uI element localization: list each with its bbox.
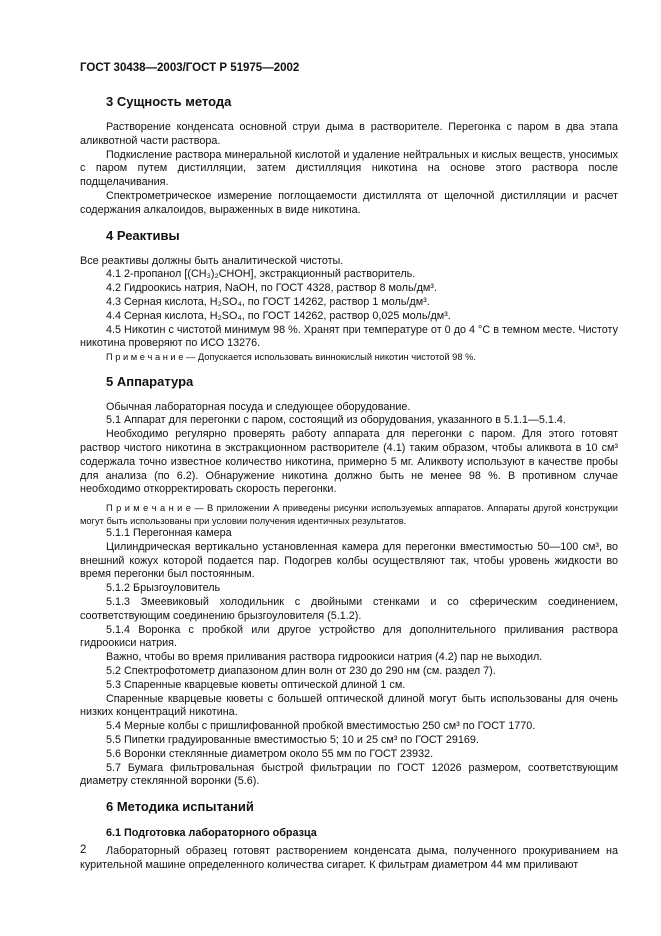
subsection-6-1-title: 6.1 Подготовка лабораторного образца	[106, 827, 317, 840]
apparatus-item: 5.1 Аппарат для перегонки с паром, состоящий из оборудования, указанного в 5.1.1—5.1.4.	[106, 414, 566, 427]
section-4-paragraph: Все реактивы должны быть аналитической чистоты.	[80, 254, 344, 267]
section-3-paragraph: Спектрометрическое измерение поглощаемости дистиллята от щелочной дистилляции и расчет содержания алкалоидов, выраженных в виде никотина.	[80, 189, 618, 216]
apparatus-item: 5.4 Мерные колбы с пришлифованной пробкой вместимостью 250 см³ по ГОСТ 1770.	[106, 720, 536, 733]
reagent-item: 4.2 Гидроокись натрия, NaOH, по ГОСТ 4328, раствор 8 моль/дм³.	[106, 282, 437, 295]
section-6-paragraph: Лабораторный образец готовят растворением конденсата дыма, полученного прокуриванием на курительной машине определенного количества сигарет. К фильтрам диаметром 44 мм приливают	[80, 845, 618, 871]
apparatus-subitem: 5.1.3 Змеевиковый холодильник с двойными стенками и со сферическим соединением, соответствующим соединению брызгоуловителя (5.1.2).	[80, 595, 618, 622]
reagent-item: 4.1 2-пропанол [(CH₃)₂CHOH], экстракционный растворитель.	[106, 268, 416, 281]
apparatus-item: 5.7 Бумага фильтровальная быстрой фильтрации по ГОСТ 12026 размером, соответствующим диаметру стеклянной воронки (5.6).	[80, 761, 618, 788]
section-5-note: П р и м е ч а н и е — В приложении А приведены рисунки используемых аппаратов. Аппараты другой конструкции могут быть использованы при условии получения идентичных результатов.	[80, 503, 618, 526]
reagent-item: 4.5 Никотин с чистотой минимум 98 %. Хранят при температуре от 0 до 4 °С в темном месте. Чистоту никотина проверяют по ИСО 13276.	[80, 323, 618, 350]
section-4-note: П р и м е ч а н и е — Допускается использовать виннокислый никотин чистотой 98 %.	[106, 352, 476, 363]
page-number: 2	[80, 844, 87, 856]
apparatus-subitem: 5.1.4 Воронка с пробкой или другое устройство для дополнительного приливания раствора гидроокиси натрия.	[80, 623, 618, 650]
reagent-item: 4.4 Серная кислота, H₂SO₄, по ГОСТ 14262, раствор 0,025 моль/дм³.	[106, 309, 451, 322]
apparatus-item: 5.5 Пипетки градуированные вместимостью 5; 10 и 25 см³ по ГОСТ 29169.	[106, 733, 479, 746]
section-5-paragraph: Необходимо регулярно проверять работу аппарата для перегонки с паром. Для этого готовят раствор чистого никотина в экстракционном растворителе (4.1) таким образом, чтобы аликвота в 10 см³ содержала точно известное количество никотина, примерно 5 мг. Аликвоту используют в качестве пробы для анализа (по 6.2). Обнаружение никотина должно быть не менее 98 %. В противном случае необходимо откорректировать скорость перегонки.	[80, 428, 618, 496]
apparatus-item: 5.6 Воронки стеклянные диаметром около 55 мм по ГОСТ 23932.	[106, 747, 434, 760]
section-3-title: 3 Сущность метода	[106, 94, 232, 109]
document-header: ГОСТ 30438—2003/ГОСТ Р 51975—2002	[80, 62, 300, 74]
reagent-item: 4.3 Серная кислота, H₂SO₄, по ГОСТ 14262, раствор 1 моль/дм³.	[106, 295, 430, 308]
section-6-title: 6 Методика испытаний	[106, 799, 254, 815]
section-5-paragraph: Важно, чтобы во время приливания раствора гидроокиси натрия (4.2) пар не выходил.	[106, 651, 543, 664]
section-5-paragraph: Обычная лабораторная посуда и следующее оборудование.	[106, 400, 411, 413]
document-body	[80, 94, 618, 873]
apparatus-subitem-title: 5.1.1 Перегонная камера	[106, 526, 232, 539]
apparatus-subitem: 5.1.2 Брызгоуловитель	[106, 582, 221, 595]
section-5-title: 5 Аппаратура	[106, 373, 194, 389]
section-4-title: 4 Реактивы	[106, 227, 180, 243]
apparatus-subitem: Цилиндрическая вертикально установленная камера для перегонки вместимостью 50—100 см³, во внешний кожух которой подается пар. Подогрев колбы осуществляют так, чтобы уровень жидкости во время перегонки был постоянным.	[80, 540, 618, 581]
apparatus-item: 5.2 Спектрофотометр диапазоном длин волн от 230 до 290 нм (см. раздел 7).	[106, 664, 496, 677]
section-3-paragraph: Подкисление раствора минеральной кислотой и удаление нейтральных и кислых веществ, уносимых с паром путем дистилляции, затем дистилляция никотина на основе этого раствора после подщелачивания.	[80, 148, 618, 189]
section-3-paragraph: Растворение конденсата основной струи дыма в растворителе. Перегонка с паром в два этапа аликвотной части раствора.	[80, 121, 618, 147]
apparatus-item: 5.3 Спаренные кварцевые кюветы оптической длиной 1 см.	[106, 678, 406, 691]
section-5-paragraph: Спаренные кварцевые кюветы с большей оптической длиной могут быть использованы для очень низких концентраций никотина.	[80, 692, 618, 719]
